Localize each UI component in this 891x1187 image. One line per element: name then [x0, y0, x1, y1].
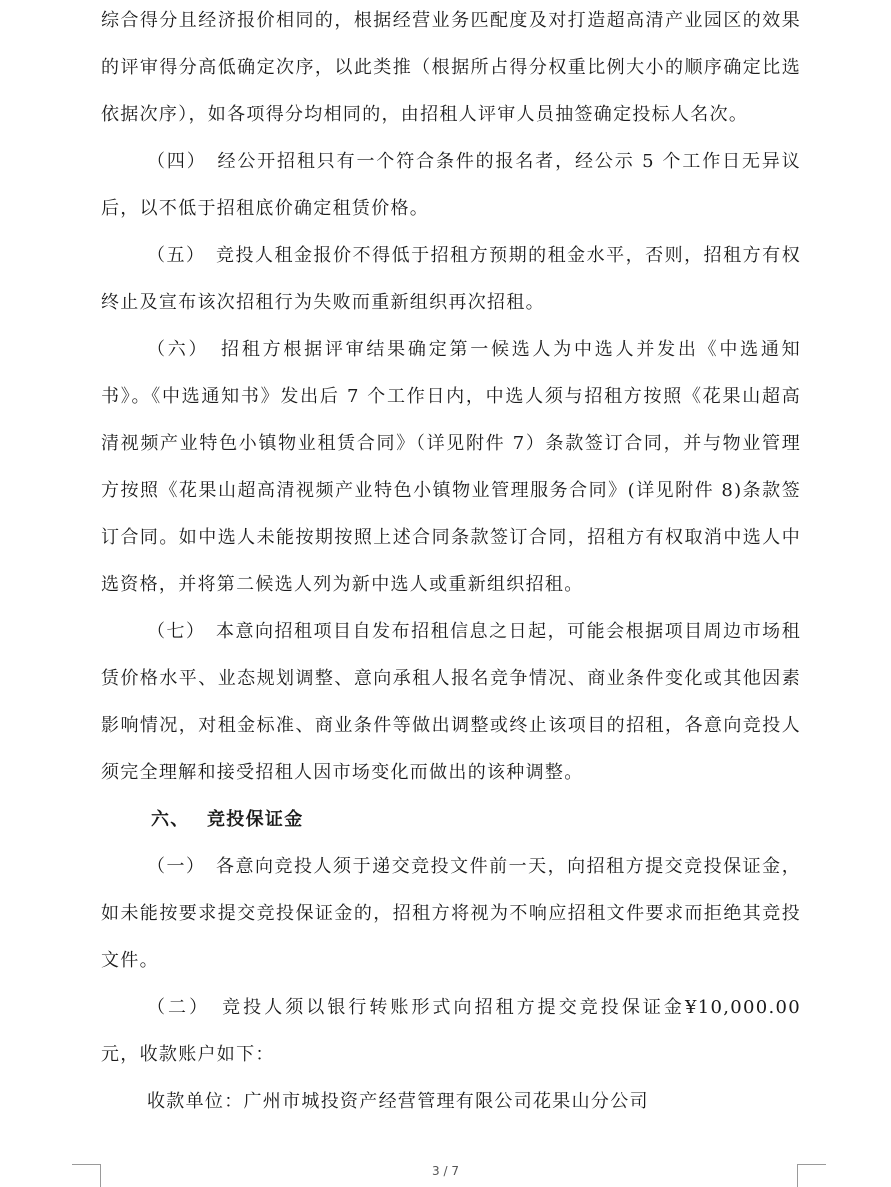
page-number: 3 / 7 — [432, 1164, 459, 1178]
paragraph-item-7: （七） 本意向招租项目自发布招租信息之日起，可能会根据项目周边市场租赁价格水平、业态规划调整、意向承租人报名竞争情况、商业条件变化或其他因素影响情况，对租金标准、商业条件等做出调整或终止该项目的招租，各意向竞投人须完全理解和接受招租人因市场变化而做出的该种调整。 — [101, 621, 801, 783]
document-body — [101, 0, 801, 1125]
paragraph-item-4: （四） 经公开招租只有一个符合条件的报名者，经公示 5 个工作日无异议后，以不低于招租底价确定租赁价格。 — [101, 151, 801, 219]
paragraph-deposit-1: （一） 各意向竞投人须于递交竞投文件前一天，向招租方提交竞投保证金，如未能按要求提交竞投保证金的，招租方将视为不响应招租文件要求而拒绝其竞投文件。 — [101, 856, 801, 971]
paragraph-item-5: （五） 竞投人租金报价不得低于招租方预期的租金水平，否则，招租方有权终止及宣布该次招租行为失败而重新组织再次招租。 — [101, 245, 801, 313]
section-heading — [101, 796, 801, 843]
section-heading-title: 竞投保证金 — [207, 809, 304, 830]
paragraph-deposit-2: （二） 竞投人须以银行转账形式向招租方提交竞投保证金¥10,000.00 元，收款账户如下： — [101, 997, 801, 1065]
paragraph-payee: 收款单位：广州市城投资产经营管理有限公司花果山分公司 — [147, 1091, 649, 1112]
paragraph-ranking-rules: 综合得分且经济报价相同的，根据经营业务匹配度及对打造超高清产业园区的效果的评审得分高低确定次序，以此类推（根据所占得分权重比例大小的顺序确定比选依据次序），如各项得分均相同的，由招租人评审人员抽签确定投标人名次。 — [101, 10, 801, 125]
section-heading-number: 六、 — [151, 809, 190, 830]
paragraph-item-6: （六） 招租方根据评审结果确定第一候选人为中选人并发出《中选通知书》。《中选通知书》发出后 7 个工作日内，中选人须与招租方按照《花果山超高清视频产业特色小镇物业租赁合同》（详见附件 7）条款签订合同，并与物业管理方按照《花果山超高清视频产业特色小镇物业管理服务合同》(详见附件 8)条款签订合同。如中选人未能按期按照上述合同条款签订合同，招租方有权取消中选人中选资格，并将第二候选人列为新中选人或重新组织招租。 — [101, 339, 801, 595]
